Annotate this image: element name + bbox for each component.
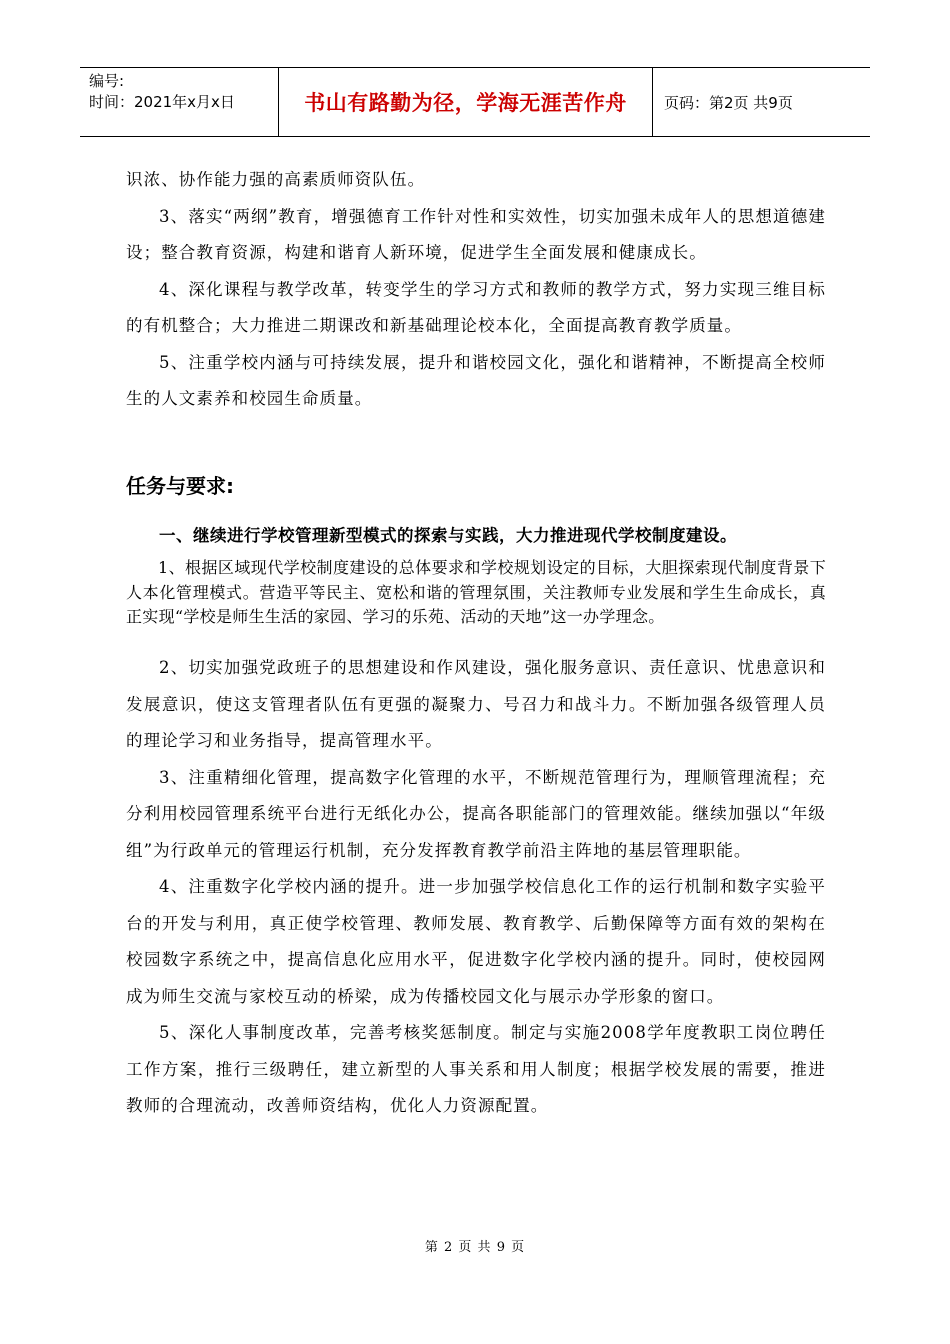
page-label: 页码：第2页 共9页 bbox=[664, 93, 793, 112]
page-footer: 第 2 页 共 9 页 bbox=[424, 1240, 526, 1255]
task-1-block bbox=[126, 556, 826, 630]
paragraph-goal-5: 5、注重学校内涵与可持续发展，提升和谐校园文化，强化和谐精神，不断提高全校师生的人文素养和校园生命质量。 bbox=[126, 352, 826, 408]
paragraph-task-5: 5、深化人事制度改革，完善考核奖惩制度。制定与实施2008学年度教职工岗位聘任工作方案，推行三级聘任，建立新型的人事关系和用人制度；根据学校发展的需要，推进教师的合理流动，改善师资结构，优化人力资源配置。 bbox=[126, 1023, 826, 1115]
sub-heading: 一、继续进行学校管理新型模式的探索与实践，大力推进现代学校制度建设。 bbox=[159, 526, 737, 545]
section-heading: 任务与要求: bbox=[126, 474, 234, 498]
paragraph-task-2: 2、切实加强党政班子的思想建设和作风建设，强化服务意识、责任意识、忧患意识和发展意识，使这支管理者队伍有更强的凝聚力、号召力和战斗力。不断加强各级管理人员的理论学习和业务指导，提高管理水平。 bbox=[126, 658, 826, 750]
number-label: 编号: bbox=[89, 72, 125, 90]
document-header bbox=[80, 67, 870, 137]
paragraph-task-1: 1、根据区域现代学校制度建设的总体要求和学校规划设定的目标，大胆探索现代制度背景下人本化管理模式。营造平等民主、宽松和谐的管理氛围，关注教师专业发展和学生生命成长，真正实现“学校是师生生活的家园、学习的乐苑、活动的天地”这一办学理念。 bbox=[126, 558, 826, 626]
header-page-cell bbox=[653, 68, 870, 136]
time-label: 时间：2021年x月x日 bbox=[89, 93, 235, 111]
paragraph-continued: 识浓、协作能力强的高素质师资队伍。 bbox=[126, 170, 426, 189]
paragraph-goal-4: 4、深化课程与教学改革，转变学生的学习方式和教师的教学方式，努力实现三维目标的有机整合；大力推进二期课改和新基础理论校本化，全面提高教育教学质量。 bbox=[126, 279, 826, 335]
tasks-heading-block bbox=[126, 470, 826, 499]
goals-section bbox=[126, 162, 826, 418]
paragraph-task-3: 3、注重精细化管理，提高数字化管理的水平，不断规范管理行为，理顺管理流程；充分利用校园管理系统平台进行无纸化办公，提高各职能部门的管理效能。继续加强以“年级组”为行政单元的管理运行机制，充分发挥教育教学前沿主阵地的基层管理职能。 bbox=[126, 767, 826, 860]
tasks-section bbox=[126, 650, 826, 1125]
motto: 书山有路勤为径，学海无涯苦作舟 bbox=[304, 91, 627, 115]
sub-heading-block bbox=[126, 522, 826, 546]
header-motto-cell bbox=[279, 68, 653, 136]
header-meta bbox=[80, 68, 279, 136]
paragraph-task-4: 4、注重数字化学校内涵的提升。进一步加强学校信息化工作的运行机制和数字实验平台的开发与利用，真正使学校管理、教师发展、教育教学、后勤保障等方面有效的架构在校园数字系统之中，提高信息化应用水平，促进数字化学校内涵的提升。同时，使校园网成为师生交流与家校互动的桥梁，成为传播校园文化与展示办学形象的窗口。 bbox=[126, 877, 826, 1006]
paragraph-goal-3: 3、落实“两纲”教育，增强德育工作针对性和实效性，切实加强未成年人的思想道德建设；整合教育资源，构建和谐育人新环境，促进学生全面发展和健康成长。 bbox=[126, 206, 826, 262]
